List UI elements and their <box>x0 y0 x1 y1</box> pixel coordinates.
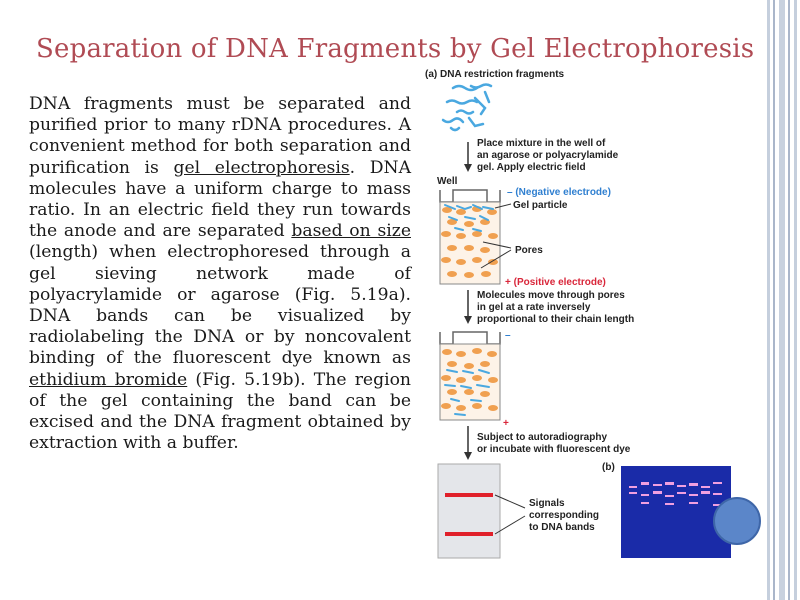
body-text-run: (Fig. 5.19b). The region of the gel containing the band can be excised and the DNA fragment obtained by extraction with a buffer. <box>29 369 411 454</box>
step-2-line-3: proportional to their chain length <box>477 314 635 325</box>
step-2-line-2: in gel at a rate inversely <box>477 302 591 313</box>
band-2 <box>445 532 493 536</box>
step-1-line-1: Place mixture in the well of <box>477 138 606 149</box>
signals-line-3: to DNA bands <box>529 522 595 533</box>
underlined-term: ethidium bromide <box>29 369 188 390</box>
step-1-line-2: an agarose or polyacrylamide <box>477 150 619 161</box>
step-2-line-1: Molecules move through pores <box>477 290 625 301</box>
signals-line-2: corresponding <box>529 510 600 521</box>
panel-a-label: (a) DNA restriction fragments <box>425 69 565 80</box>
frame-line-5 <box>794 0 797 600</box>
positive-electrode-label: + (Positive electrode) <box>505 277 606 288</box>
negative-sign: – <box>505 330 511 341</box>
autoradiograph <box>438 464 500 558</box>
gel-2 <box>440 332 500 420</box>
step-3-line-1: Subject to autoradiography <box>477 432 608 443</box>
step-1-line-3: gel. Apply electric field <box>477 162 586 173</box>
underlined-term: based on size <box>291 221 411 242</box>
body-paragraph <box>29 94 411 454</box>
electrophoresis-figure <box>425 62 775 562</box>
underlined-term: gel electrophoresis <box>173 157 350 178</box>
slide-title: Separation of DNA Fragments by Gel Electrophoresis <box>36 34 755 64</box>
dna-fragments <box>443 85 491 131</box>
gel-1 <box>440 190 500 284</box>
frame-line-4 <box>788 0 790 600</box>
well-label: Well <box>437 176 458 187</box>
body-text-run: DNA fragments must be separated and purified prior to many rDNA procedures. A convenient method for both separation and purification is <box>29 94 411 178</box>
gel-particle-label: Gel particle <box>513 200 568 211</box>
decorative-circle <box>713 497 761 545</box>
band-1 <box>445 493 493 497</box>
pores-label: Pores <box>515 245 543 256</box>
signals-line-1: Signals <box>529 498 565 509</box>
positive-sign: + <box>503 418 509 429</box>
body-text-run: . DNA molecules have a uniform charge to mass ratio. In an electric field they run towards the anode and are separated <box>29 157 411 242</box>
body-text-run: (length) when electrophoresed through a gel sieving network made of polyacrylamide or agarose (Fig. 5.19a). DNA bands can be visualized by radiolabeling the DNA or by noncovalent binding of the fluorescent dye known as <box>29 242 411 369</box>
frame-line-3 <box>779 0 785 600</box>
negative-electrode-label: – (Negative electrode) <box>507 187 611 198</box>
panel-b-label: (b) <box>602 462 615 473</box>
step-3-line-2: or incubate with fluorescent dye <box>477 444 631 455</box>
